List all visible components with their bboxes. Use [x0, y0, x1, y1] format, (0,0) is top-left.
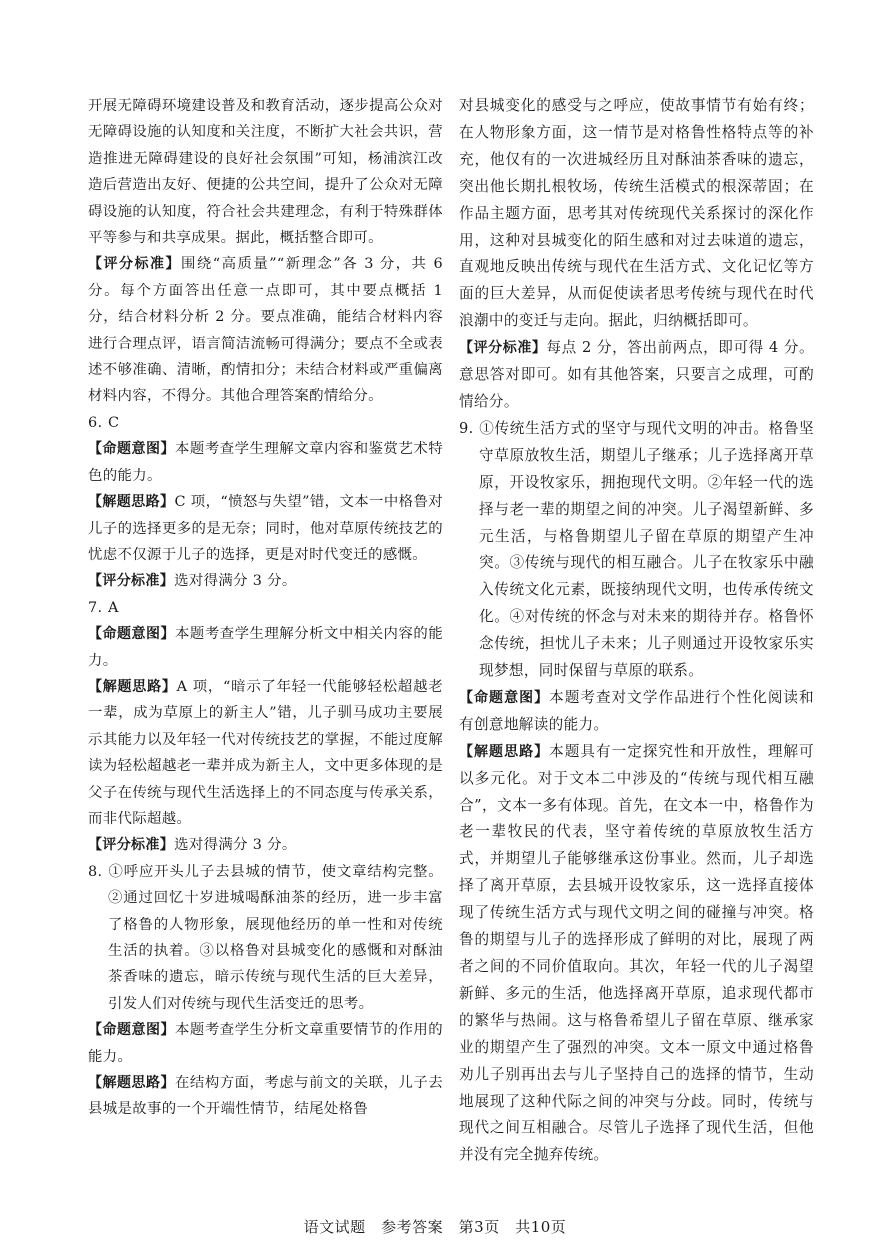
section-tag: 【评分标准】	[88, 256, 181, 273]
paragraph-text: 围绕“高质量”“新理念”各 3 分，共 6 分。每个方面答出任意一点即可，其中要点概括 1 分，结合材料分析 2 分。要点准确，能结合材料内容进行合理点评，语言简洁流畅可得满分；要点不全或表述不够准确、清晰，酌情扣分；未结合材料或严重偏离材料内容，不得分。其他合理答案酌情给分。	[88, 256, 443, 405]
paragraph-text: 选对得满分 3 分。	[174, 573, 297, 590]
section-tag: 【命题意图】	[88, 441, 176, 458]
question-answer	[459, 416, 814, 685]
paragraph-text: 在结构方面，考虑与前文的关联，儿子去县城是故事的一个开端性情节，结尾处格鲁	[88, 1075, 443, 1118]
paragraph-text: A	[108, 599, 119, 616]
explanation-paragraph	[88, 251, 443, 409]
explanation-paragraph	[88, 1070, 443, 1123]
section-tag: 【评分标准】	[459, 340, 547, 357]
paragraph-text: 本题具有一定探究性和开放性，理解可以多元化。对于文本二中涉及的“传统与现代相互融合”，文本一多有体现。首先，在文本一中，格鲁作为老一辈牧民的代表，坚守着传统的草原放牧生活方式，并期望儿子能够继承这份事业。然而，儿子却选择了离开草原，去县城开设牧家乐，这一选择直接体现了传统生活方式与现代文明之间的碰撞与冲突。格鲁的期望与儿子的选择形成了鲜明的对比，展现了两者之间的不同价值取向。其次，年轻一代的儿子渴望新鲜、多元的生活，他选择离开草原，追求现代都市的繁华与热闹。这与格鲁希望儿子留在草原、继承家业的期望产生了强烈的冲突。文本一原文中通过格鲁劝儿子别再出去与儿子坚持自己的选择的情节，生动地展现了这种代际之间的冲突与分歧。同时，传统与现代之间互相融合。尽管儿子选择了现代生活，但他并没有完全抛弃传统。	[459, 742, 814, 1164]
paragraph-text: 本题考查对文学作品进行个性化阅读和有创意地解读的能力。	[459, 688, 814, 733]
explanation-paragraph	[459, 685, 814, 739]
explanation-paragraph	[88, 621, 443, 674]
explanation-paragraph	[459, 739, 814, 1170]
question-answer	[88, 410, 443, 436]
paragraph-text: A 项，“暗示了年轻一代能够轻松超越老一辈，成为草原上的新主人”错，儿子驯马成功主要展示其能力以及年轻一代对传统技艺的掌握，不能过度解读为轻松超越老一辈并成为新主人，文中更多体现的是父子在传统与现代生活选择上的不同态度与传承关系，而非代际超越。	[88, 678, 443, 827]
paragraph-text: 本题考查学生分析文章重要情节的作用的能力。	[88, 1022, 443, 1065]
right-column	[459, 93, 814, 1169]
left-column	[88, 93, 443, 1123]
question-answer	[88, 595, 443, 621]
section-tag: 【评分标准】	[88, 837, 175, 854]
question-number: 6.	[88, 414, 103, 431]
explanation-paragraph	[459, 335, 814, 416]
section-tag: 【命题意图】	[88, 626, 176, 643]
question-number: 9.	[459, 419, 474, 437]
explanation-paragraph	[88, 674, 443, 832]
paragraph-text: 每点 2 分，答出前两点，即可得 4 分。意思答对即可。如有其他答案，只要言之成理，可酌情给分。	[459, 339, 814, 410]
question-answer	[88, 859, 443, 1017]
text-paragraph	[88, 93, 443, 251]
question-number: 8.	[88, 863, 103, 880]
explanation-paragraph	[88, 1017, 443, 1070]
section-tag: 【解题思路】	[88, 678, 177, 695]
paragraph-text: 对县城变化的感受与之呼应，使故事情节有始有终；在人物形象方面，这一情节是对格鲁性格特点等的补充，他仅有的一次进城经历且对酥油茶香味的遗忘，突出他长期扎根牧场，传统生活模式的根深蒂固；在作品主题方面，思考其对传统现代关系探讨的深化作用，这种对县城变化的陌生感和对过去味道的遗忘，直观地反映出传统与现代在生活方式、文化记忆等方面的巨大差异，从而促使读者思考传统与现代在时代浪潮中的变迁与走向。据此，归纳概括即可。	[459, 97, 814, 330]
section-tag: 【命题意图】	[88, 1022, 176, 1039]
section-tag: 【解题思路】	[88, 494, 175, 511]
paragraph-text: C 项，“愤怒与失望”错，文本一中格鲁对儿子的选择更多的是无奈；同时，他对草原传统技艺的忧虑不仅源于儿子的选择，更是对时代变迁的感慨。	[88, 494, 443, 563]
paragraph-text: ①呼应开头儿子去县城的情节，使文章结构完整。②通过回忆十岁进城喝酥油茶的经历，进一步丰富了格鲁的人物形象，展现他经历的单一性和对传统生活的执着。③以格鲁对县城变化的感慨和对酥油茶香味的遗忘，暗示传统与现代生活的巨大差异，引发人们对传统与现代生活变迁的思考。	[108, 863, 443, 1012]
explanation-paragraph	[88, 436, 443, 489]
explanation-paragraph	[88, 568, 443, 594]
section-tag: 【解题思路】	[88, 1075, 176, 1092]
paragraph-text: 开展无障碍环境建设普及和教育活动，逐步提高公众对无障碍设施的认知度和关注度，不断扩大社会共识，营造推进无障碍建设的良好社会氛围”可知，杨浦滨江改造后营造出友好、便捷的公共空间，提升了公众对无障碍设施的认知度，符合社会共建理念，有利于特殊群体平等参与和共享成果。据此，概括整合即可。	[88, 98, 443, 247]
section-tag: 【解题思路】	[459, 743, 550, 760]
explanation-paragraph	[88, 832, 443, 858]
paragraph-text: C	[108, 414, 120, 431]
text-paragraph	[459, 93, 814, 335]
paragraph-text: 选对得满分 3 分。	[174, 837, 297, 854]
page-footer: 语文试题 参考答案 第3页 共10页	[303, 1218, 567, 1236]
paragraph-text: ①传统生活方式的坚守与现代文明的冲击。格鲁坚守草原放牧生活，期望儿子继承；儿子选择离开草原，开设牧家乐，拥抱现代文明。②年轻一代的选择与老一辈的期望之间的冲突。儿子渴望新鲜、多元生活，与格鲁期望儿子留在草原的期望产生冲突。③传统与现代的相互融合。儿子在牧家乐中融入传统文化元素，既接纳现代文明，也传承传统文化。④对传统的怀念与对未来的期待并存。格鲁怀念传统，担忧儿子未来；儿子则通过开设牧家乐实现梦想，同时保留与草原的联系。	[479, 419, 814, 680]
paragraph-text: 本题考查学生理解文章内容和鉴赏艺术特色的能力。	[88, 441, 443, 484]
question-number: 7.	[88, 599, 103, 616]
explanation-paragraph	[88, 489, 443, 568]
section-tag: 【命题意图】	[459, 689, 550, 706]
section-tag: 【评分标准】	[88, 573, 175, 590]
paragraph-text: 本题考查学生理解分析文中相关内容的能力。	[88, 626, 443, 669]
